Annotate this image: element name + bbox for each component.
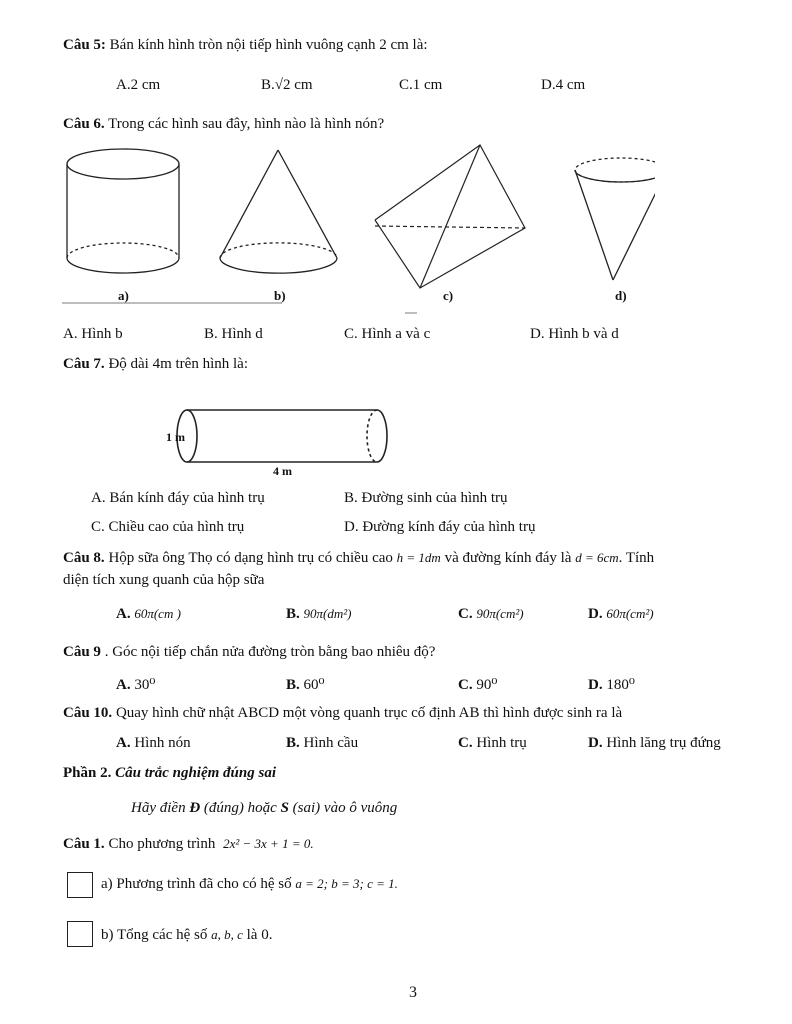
statement-b-expr: a, b, c <box>211 927 243 942</box>
q9-option-b[interactable] <box>286 675 325 694</box>
q6-option-b[interactable]: B. Hình d <box>204 326 263 342</box>
q8-option-b[interactable] <box>286 606 351 623</box>
q8-option-d-letter: D. <box>588 606 603 622</box>
question-9-label: Câu 9 <box>63 644 101 660</box>
instr-s: S <box>280 800 289 816</box>
q10-option-b-value: Hình cầu <box>303 735 359 751</box>
q10-option-c[interactable] <box>458 735 527 752</box>
statement-a-text: a) Phương trình đã cho có hệ số <box>101 876 292 892</box>
q7-option-b[interactable]: B. Đường sinh của hình trụ <box>344 490 508 506</box>
page-number: 3 <box>409 984 417 1001</box>
question-6 <box>63 116 384 133</box>
q6-option-a[interactable]: A. Hình b <box>63 326 123 342</box>
q5-option-b[interactable]: B.√2 cm <box>261 77 313 93</box>
question-9 <box>63 644 435 661</box>
question-10 <box>63 705 622 722</box>
q8-option-b-value: 90π(dm²) <box>303 606 352 621</box>
q10-option-a-letter: A. <box>116 735 131 751</box>
q7-option-d[interactable]: D. Đường kính đáy của hình trụ <box>344 519 536 535</box>
q10-option-b-letter: B. <box>286 735 300 751</box>
q8-option-c-letter: C. <box>458 606 473 622</box>
q5-option-a[interactable]: A.2 cm <box>116 77 161 93</box>
q6-option-c[interactable]: C. Hình a và c <box>344 326 431 342</box>
figure-c-pyramid <box>375 145 525 288</box>
instr-d: Đ <box>189 800 201 816</box>
q6-figures <box>55 140 655 320</box>
q10-option-a-value: Hình nón <box>134 735 191 751</box>
question-7 <box>63 356 248 373</box>
statement-b <box>101 927 272 944</box>
q8-option-c-value: 90π(cm²) <box>476 606 524 621</box>
q7-option-a[interactable]: A. Bán kính đáy của hình trụ <box>91 490 265 506</box>
q6-option-d[interactable]: D. Hình b và d <box>530 326 619 342</box>
instr-text-b: (đúng) hoặc <box>203 800 277 816</box>
part-2-instruction <box>131 800 397 817</box>
q8-option-a-letter: A. <box>116 606 131 622</box>
part2-question-1-text: Cho phương trình <box>108 836 216 852</box>
part2-question-1 <box>63 836 314 853</box>
q9-option-d-letter: D. <box>588 677 603 693</box>
question-8-label: Câu 8. <box>63 550 105 566</box>
q8-option-c[interactable] <box>458 606 524 623</box>
instr-text-a: Hãy điền <box>131 800 186 816</box>
q9-option-b-letter: B. <box>286 677 300 693</box>
question-8-text-b: và đường kính đáy là <box>444 550 572 566</box>
statement-b-tail: là 0. <box>246 927 273 943</box>
figure-c-label: c) <box>443 288 454 303</box>
figure-d-label: d) <box>615 288 627 303</box>
q8-diameter-expr: d = 6cm <box>575 550 619 565</box>
question-6-label: Câu 6. <box>63 116 105 132</box>
q9-option-b-value: 60⁰ <box>303 677 325 693</box>
q9-option-d[interactable] <box>588 675 635 694</box>
q9-option-c[interactable] <box>458 675 497 694</box>
part-2-subtitle: Câu trắc nghiệm đúng sai <box>115 765 276 781</box>
figure-a-cylinder <box>67 149 179 273</box>
question-5-text: Bán kính hình tròn nội tiếp hình vuông cạnh 2 cm là: <box>109 37 428 53</box>
statement-a-expr: a = 2; b = 3; c = 1. <box>295 876 398 891</box>
question-10-text: Quay hình chữ nhật ABCD một vòng quanh trục cố định AB thì hình được sinh ra là <box>115 705 623 721</box>
figure-a-label: a) <box>118 288 129 303</box>
q10-option-c-value: Hình trụ <box>476 735 527 751</box>
answer-box-b[interactable] <box>67 921 93 947</box>
q7-height-label: 1 m <box>166 430 185 444</box>
q10-option-d-value: Hình lăng trụ đứng <box>606 735 721 751</box>
statement-a <box>101 876 398 893</box>
part-2-title: Phần 2. <box>63 765 112 781</box>
part2-question-1-label: Câu 1. <box>63 836 105 852</box>
q8-option-d-value: 60π(cm²) <box>606 606 654 621</box>
question-6-text: Trong các hình sau đây, hình nào là hình nón? <box>108 116 385 132</box>
q5-option-c[interactable]: C.1 cm <box>399 77 443 93</box>
q8-option-b-letter: B. <box>286 606 300 622</box>
q9-option-c-letter: C. <box>458 677 473 693</box>
question-10-label: Câu 10. <box>63 705 113 721</box>
answer-box-a[interactable] <box>67 872 93 898</box>
q9-option-a-value: 30⁰ <box>134 677 156 693</box>
figure-d-inverted-cone <box>575 158 655 280</box>
figure-b-cone <box>220 150 337 273</box>
q9-option-a[interactable] <box>116 675 155 694</box>
part-2-heading <box>63 765 276 782</box>
q9-option-c-value: 90⁰ <box>476 677 498 693</box>
instr-text-c: (sai) vào ô vuông <box>292 800 398 816</box>
q8-height-expr: h = 1dm <box>396 550 441 565</box>
q10-option-a[interactable] <box>116 735 191 752</box>
question-8-text-a: Hộp sữa ông Thọ có dạng hình trụ có chiều cao <box>108 550 393 566</box>
question-8-line2: diện tích xung quanh của hộp sữa <box>63 572 265 588</box>
q5-option-d[interactable]: D.4 cm <box>541 77 586 93</box>
q9-option-d-value: 180⁰ <box>606 677 635 693</box>
q10-option-c-letter: C. <box>458 735 473 751</box>
q7-length-label: 4 m <box>273 464 292 478</box>
q10-option-d-letter: D. <box>588 735 603 751</box>
question-5 <box>63 37 428 54</box>
part2-question-1-equation: 2x² − 3x + 1 = 0. <box>223 836 314 851</box>
q10-option-b[interactable] <box>286 735 358 752</box>
question-9-text: . Góc nội tiếp chắn nửa đường tròn bằng bao nhiêu độ? <box>100 644 436 660</box>
q8-option-a-value: 60π(cm ) <box>134 606 181 621</box>
q8-option-d[interactable] <box>588 606 654 623</box>
figure-b-label: b) <box>274 288 286 303</box>
question-7-label: Câu 7. <box>63 356 105 372</box>
statement-b-text: b) Tổng các hệ số <box>101 927 208 943</box>
q7-cylinder-figure <box>165 400 405 470</box>
question-7-text: Độ dài 4m trên hình là: <box>108 356 248 372</box>
q8-option-a[interactable] <box>116 606 181 623</box>
question-5-label: Câu 5: <box>63 37 106 53</box>
q9-option-a-letter: A. <box>116 677 131 693</box>
q7-option-c[interactable]: C. Chiều cao của hình trụ <box>91 519 245 535</box>
q10-option-d[interactable] <box>588 735 721 752</box>
question-8-text-c: . Tính <box>618 550 655 566</box>
question-8 <box>63 550 763 567</box>
